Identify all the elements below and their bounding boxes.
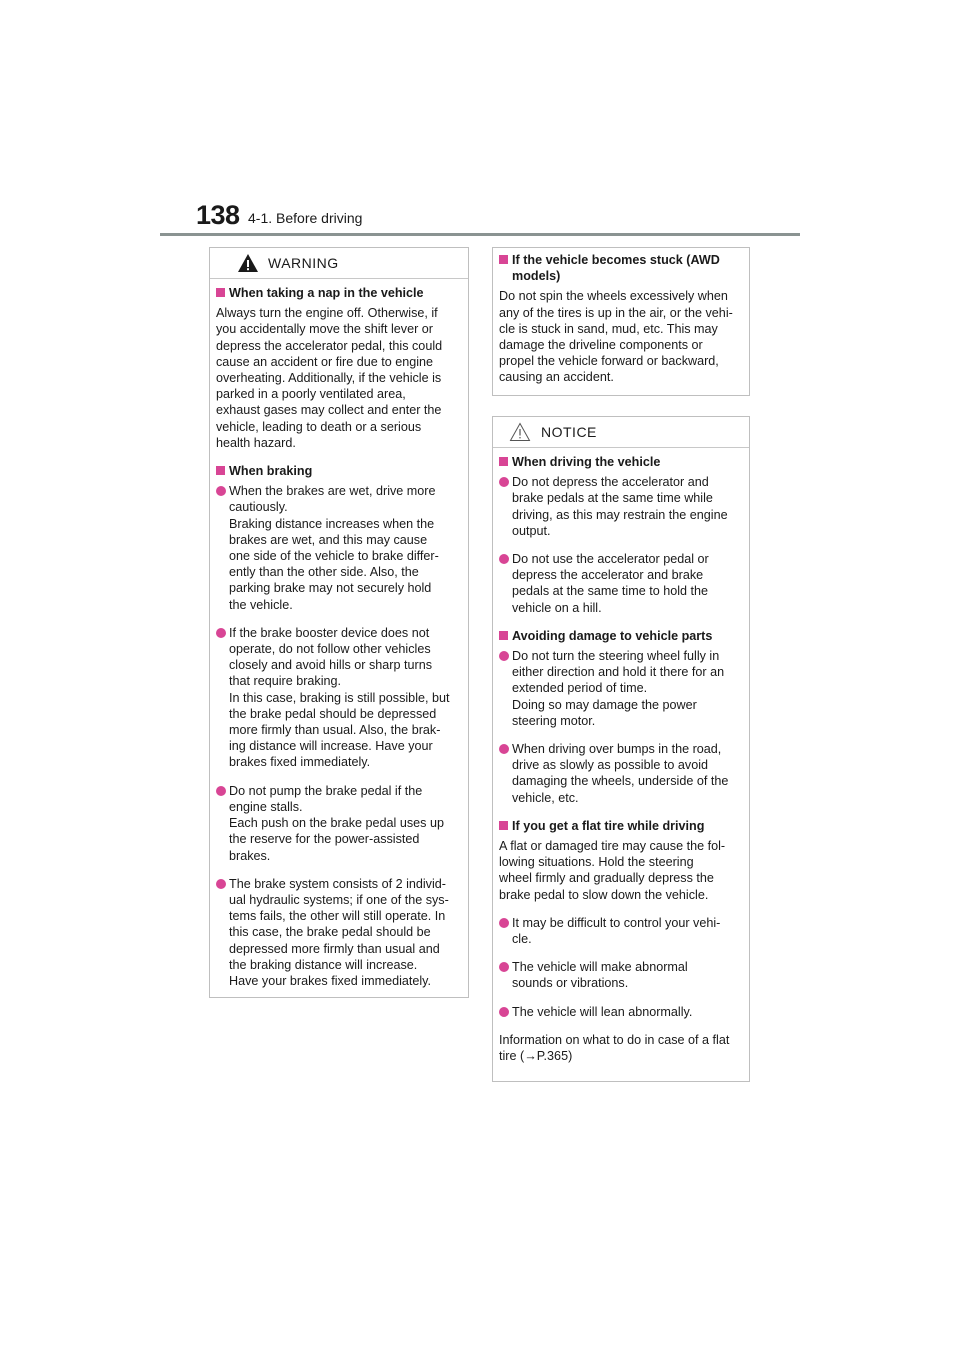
caution-triangle-icon: [509, 422, 531, 442]
square-bullet-icon: [499, 631, 508, 640]
circle-bullet-icon: [499, 1007, 509, 1017]
square-bullet-icon: [499, 255, 508, 264]
paragraph: Always turn the engine off. Otherwise, if you accidentally move the shift lever or depress the accelerator pedal, this could cause an accident or fire due to engine overheating. Additionally, if the vehicle is parked in a poorly ventilated area, exhaust gases may collect and enter the vehicle, leading to death or a serious health hazard.: [216, 306, 443, 450]
list-item: Do not turn the steering wheel fully in either direction and hold it there for an extended period of time. Doing so may damage the power steering motor.: [499, 648, 743, 729]
list-item: The vehicle will make abnormal sounds or vibrations.: [499, 959, 743, 991]
circle-bullet-icon: [499, 554, 509, 564]
section-heading: If you get a flat tire while driving: [499, 818, 743, 834]
notice-header: [493, 417, 749, 448]
list-item: Do not pump the brake pedal if the engine stalls. Each push on the brake pedal uses up the reserve for the power-assisted brakes.: [216, 783, 462, 864]
circle-bullet-icon: [499, 744, 509, 754]
awd-stuck-box: [492, 247, 750, 396]
warning-header: [210, 248, 468, 279]
section-heading: When taking a nap in the vehicle: [216, 285, 462, 301]
notice-title: NOTICE: [541, 424, 597, 440]
paragraph: Information on what to do in case of a flat tire (→P.365): [499, 1032, 743, 1064]
section-heading: If the vehicle becomes stuck (AWD models): [499, 252, 743, 284]
section-title: 4-1. Before driving: [248, 210, 363, 226]
list-item: When the brakes are wet, drive more cautiously. Braking distance increases when the brakes are wet, and this may cause one side of the vehicle to brake differ- ently than the other side. Also, the parking brake may not securely hold the vehicle.: [216, 483, 462, 613]
list-item: The brake system consists of 2 individ- ual hydraulic systems; if one of the sys- tems fails, the other will still operate. In this case, the brake pedal should be depressed more firmly than usual and the braking distance will increase. Have your brakes fixed immediately.: [216, 876, 462, 989]
list-item: When driving over bumps in the road, drive as slowly as possible to avoid damaging the wheels, underside of the vehicle, etc.: [499, 741, 743, 806]
circle-bullet-icon: [216, 786, 226, 796]
header-rule: [160, 233, 800, 236]
list-item: It may be difficult to control your vehi- cle.: [499, 915, 743, 947]
section-heading: When braking: [216, 463, 462, 479]
page-number: 138: [196, 200, 240, 230]
circle-bullet-icon: [216, 628, 226, 638]
square-bullet-icon: [216, 466, 225, 475]
circle-bullet-icon: [499, 477, 509, 487]
section-heading: When driving the vehicle: [499, 454, 743, 470]
page-reference: tire (→P.365): [499, 1049, 573, 1064]
list-item: Do not use the accelerator pedal or depress the accelerator and brake pedals at the same time to hold the vehicle on a hill.: [499, 551, 743, 616]
notice-box: [492, 416, 750, 1082]
list-item: If the brake booster device does not operate, do not follow other vehicles closely and avoid hills or sharp turns that require braking. In this case, braking is still possible, but the brake pedal should be depressed more firmly than usual. Also, the brak- ing distance will increase. Have your brakes fixed immediately.: [216, 625, 462, 771]
circle-bullet-icon: [499, 962, 509, 972]
warning-triangle-icon: [237, 253, 259, 273]
circle-bullet-icon: [216, 486, 226, 496]
circle-bullet-icon: [499, 918, 509, 928]
square-bullet-icon: [216, 288, 225, 297]
paragraph: A flat or damaged tire may cause the fol- lowing situations. Hold the steering wheel firmly and gradually depress the brake pedal to slow down the vehicle.: [499, 839, 726, 902]
list-item: The vehicle will lean abnormally.: [499, 1004, 743, 1020]
circle-bullet-icon: [216, 879, 226, 889]
circle-bullet-icon: [499, 651, 509, 661]
section-heading: Avoiding damage to vehicle parts: [499, 628, 743, 644]
warning-box: [209, 247, 469, 998]
warning-title: WARNING: [268, 255, 339, 271]
list-item: Do not depress the accelerator and brake pedals at the same time while driving, as this may restrain the engine output.: [499, 474, 743, 539]
square-bullet-icon: [499, 457, 508, 466]
square-bullet-icon: [499, 821, 508, 830]
paragraph: Do not spin the wheels excessively when any of the tires is up in the air, or the vehi- cle is stuck in sand, mud, etc. This may damage the driveline components or propel the vehicle forward or backward, causing an accident.: [499, 289, 733, 385]
